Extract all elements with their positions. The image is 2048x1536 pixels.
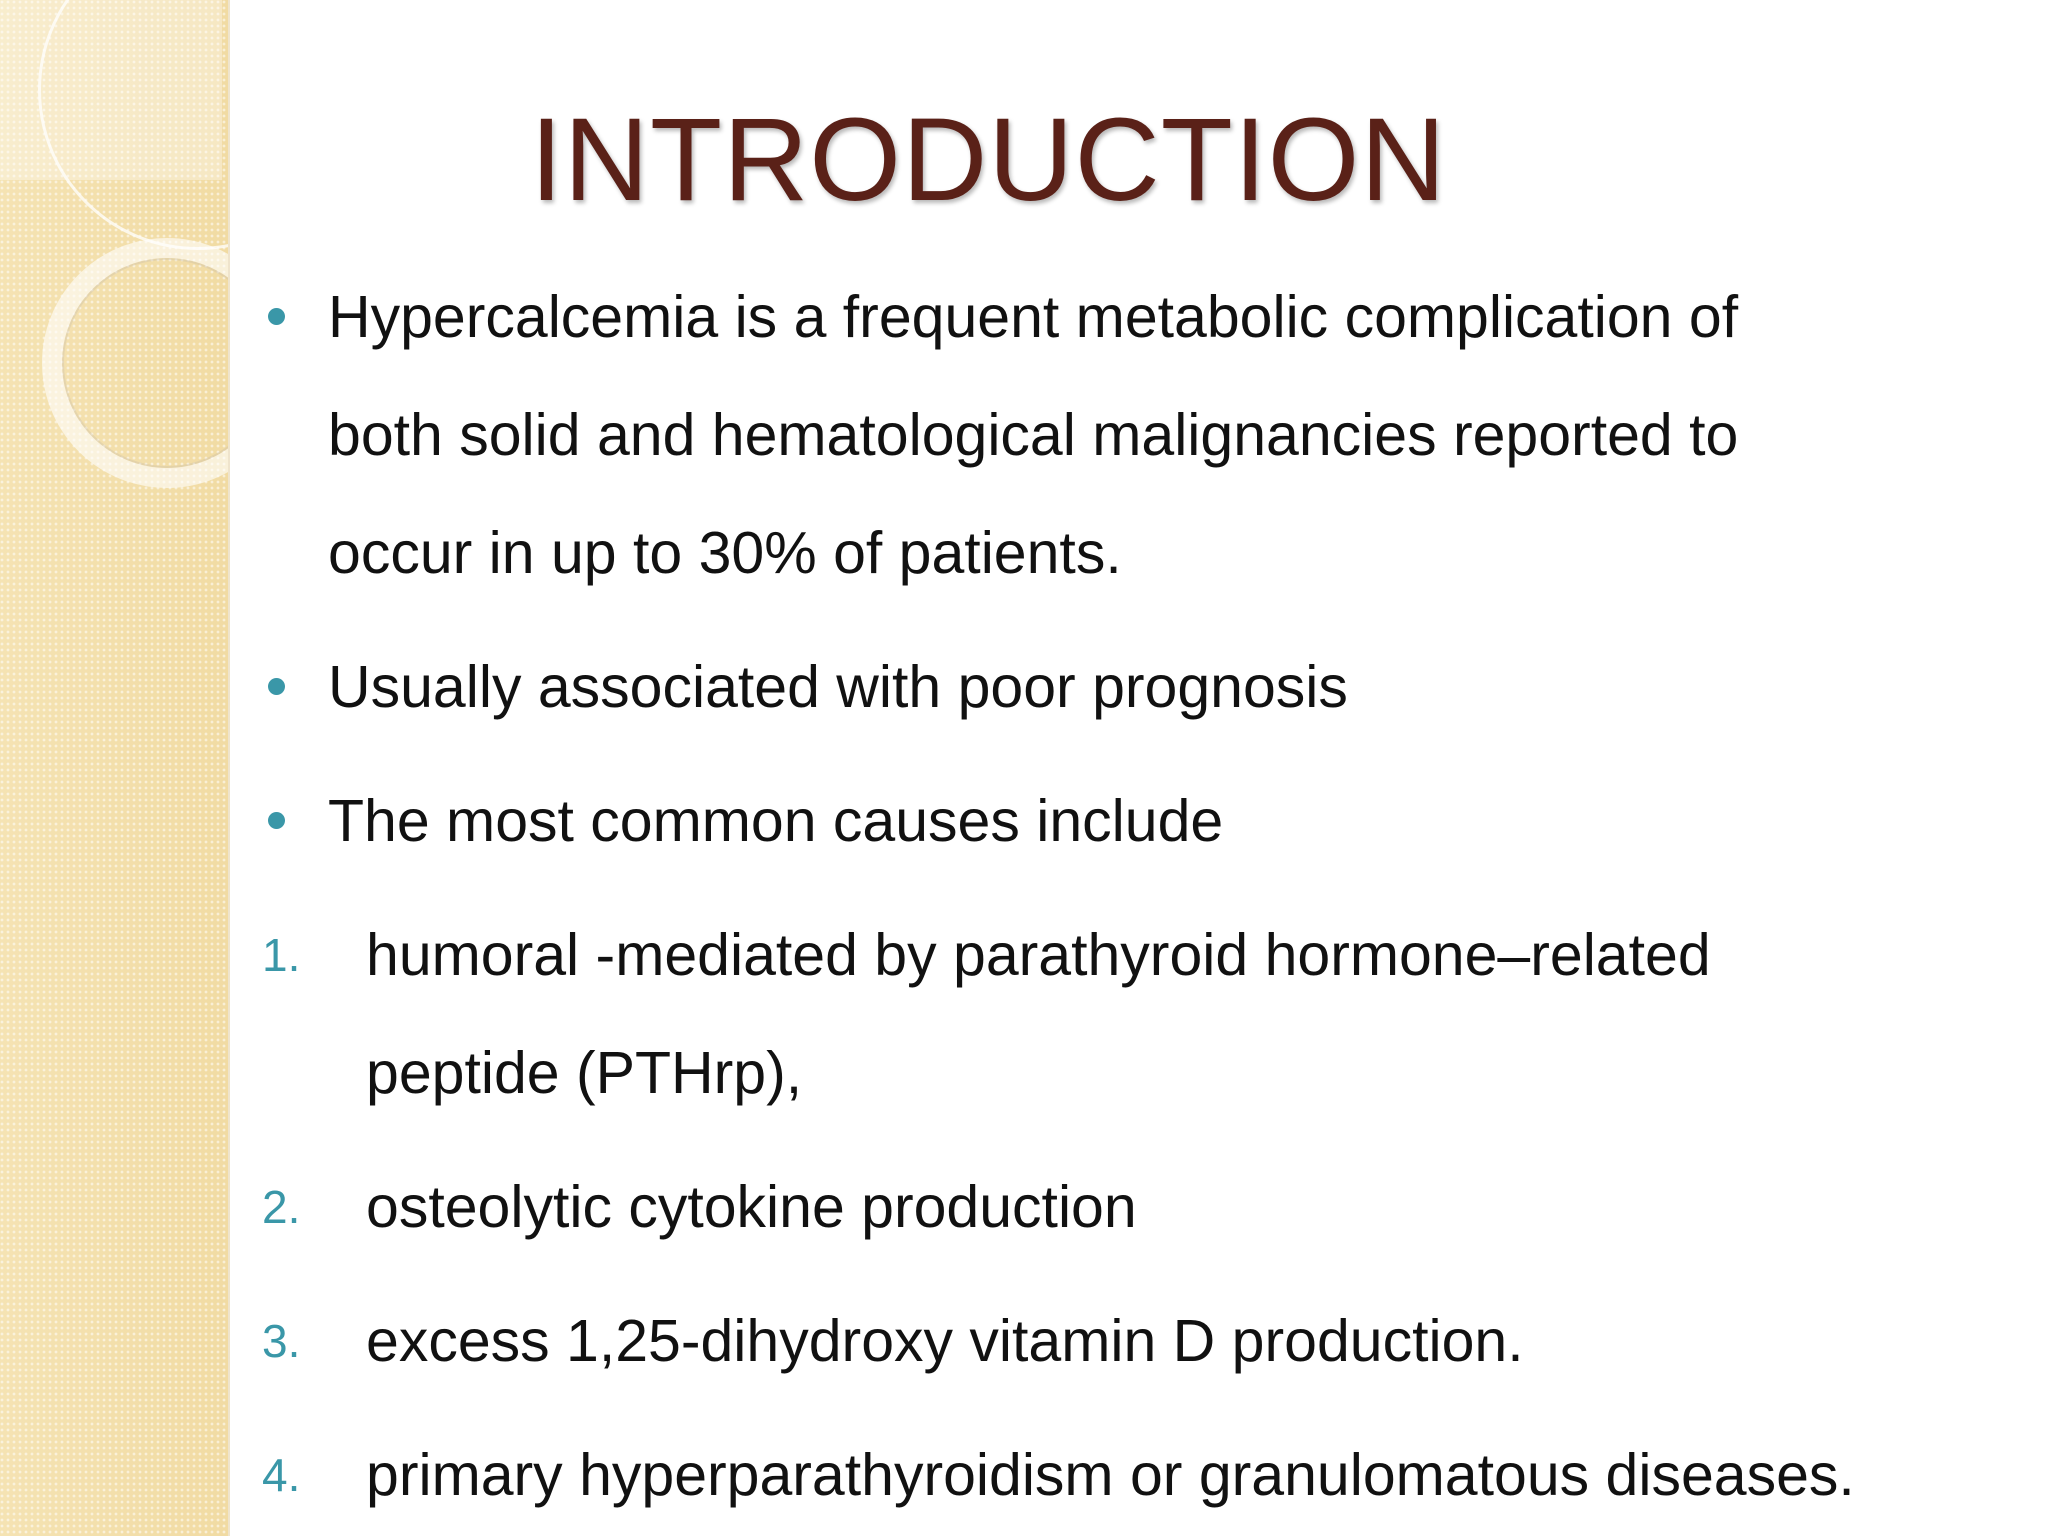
numbered-item (258, 896, 2028, 1132)
numbered-text-line: primary hyperparathyroidism or granulomatous diseases. (366, 1442, 1855, 1508)
decorative-side-band (0, 0, 228, 1536)
list-number: 4. (262, 1449, 301, 1501)
bullet-dot-icon (268, 308, 285, 325)
bullet-text-line: The most common causes include (328, 788, 1224, 854)
bullet-dot-icon (268, 812, 285, 829)
bullet-item (258, 258, 2028, 612)
bullet-dot-icon (268, 678, 285, 695)
bullet-text-line: Hypercalcemia is a frequent metabolic complication of (328, 284, 1739, 350)
list-number: 1. (262, 929, 301, 981)
bullet-text-line: occur in up to 30% of patients. (328, 520, 1122, 586)
list-number: 3. (262, 1315, 301, 1367)
numbered-item (258, 1416, 2028, 1534)
bullet-item (258, 628, 2028, 746)
numbered-item (258, 1282, 2028, 1400)
bullet-text-line: both solid and hematological malignancies reported to (328, 402, 1739, 468)
numbered-text-line: osteolytic cytokine production (366, 1174, 1137, 1240)
bullet-item (258, 762, 2028, 880)
numbered-item (258, 1148, 2028, 1266)
numbered-text-line: peptide (PTHrp), (366, 1040, 803, 1106)
numbered-text-line: humoral -mediated by parathyroid hormone–related (366, 922, 1711, 988)
list-number: 2. (262, 1181, 301, 1233)
numbered-text-line: excess 1,25-dihydroxy vitamin D production. (366, 1308, 1524, 1374)
side-band-divider (228, 0, 230, 1536)
bullet-text-line: Usually associated with poor prognosis (328, 654, 1348, 720)
slide-title: INTRODUCTION (530, 94, 1447, 226)
slide-body (258, 258, 2028, 1536)
